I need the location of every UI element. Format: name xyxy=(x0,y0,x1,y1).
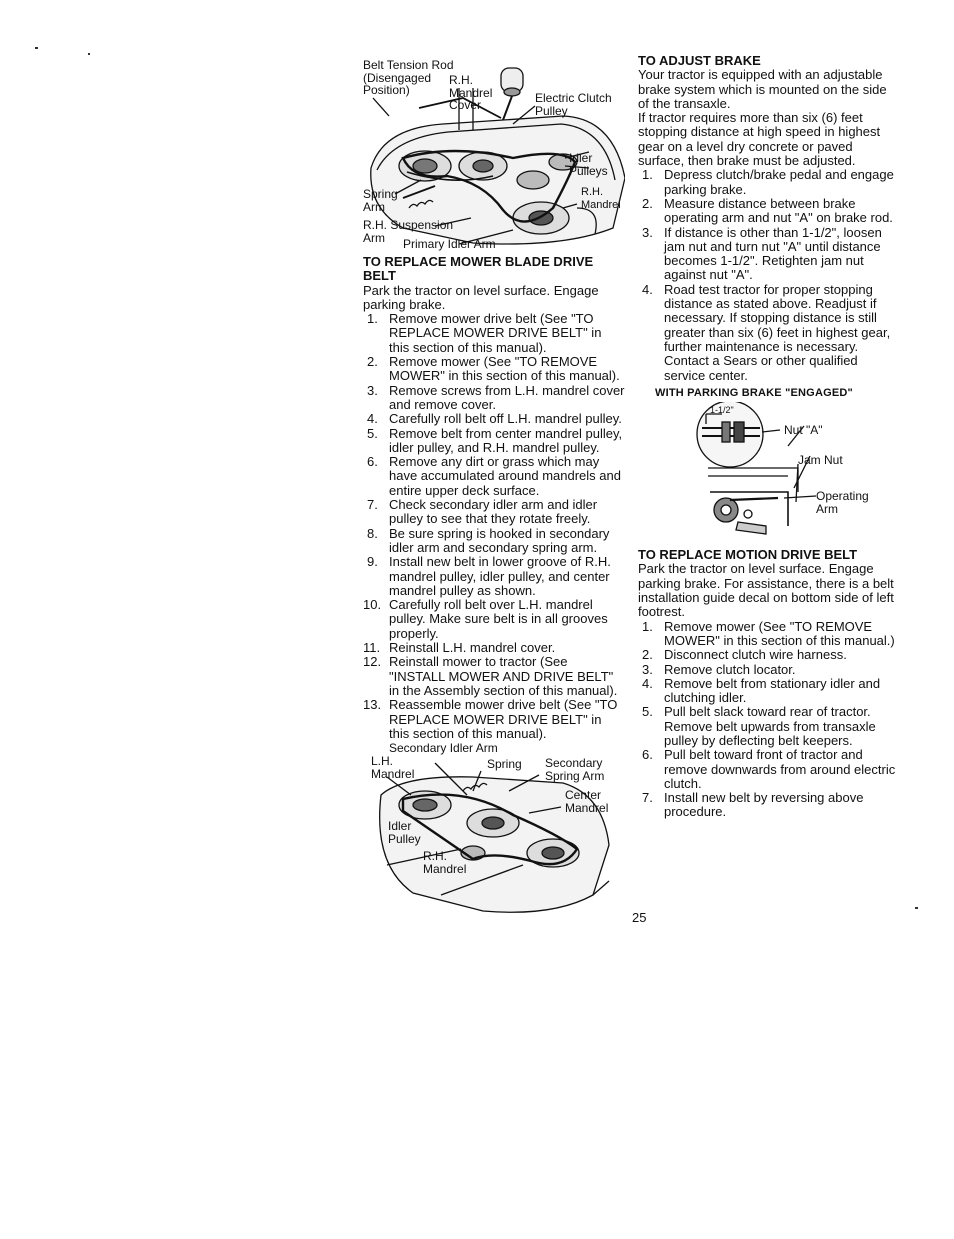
label-idler-pulley: Idler Pulley xyxy=(388,819,421,846)
intro-motion-belt: Park the tractor on level surface. Engage parking brake. For assistance, there is a belt installation guide decal on bottom side of left footrest. xyxy=(638,561,894,620)
list-item: 1. Remove mower drive belt (See "TO REPLACE MOWER DRIVE BELT" in this section of this manual). xyxy=(367,311,602,355)
label-belt-tension-rod: Belt Tension Rod (Disengaged Position) xyxy=(363,58,454,97)
label-spring: Spring xyxy=(487,757,522,772)
page-number: 25 xyxy=(632,910,647,925)
list-item: 7. Install new belt by reversing above procedure. xyxy=(642,790,864,820)
label-spring-arm: Spring Arm xyxy=(363,187,398,214)
steps-motion-belt xyxy=(638,620,900,820)
list-item: 8. Be sure spring is hooked in secondary idler arm and secondary spring arm. xyxy=(367,525,610,555)
left-column xyxy=(363,58,625,915)
heading-replace-blade-belt: TO REPLACE MOWER BLADE DRIVE BELT xyxy=(363,254,594,284)
label-lh-mandrel: L.H. Mandrel xyxy=(371,754,415,781)
label-nut-a: Nut "A" xyxy=(784,423,823,438)
list-item: 4. Remove belt from stationary idler and clutching idler. xyxy=(642,675,881,706)
brake-figure-caption: WITH PARKING BRAKE "ENGAGED" xyxy=(655,386,853,399)
steps-blade-belt xyxy=(363,312,625,741)
section-adjust-brake xyxy=(638,54,900,544)
label-jam-nut: Jam Nut xyxy=(798,453,843,468)
list-item: 13. Reassemble mower drive belt (See "TO REPLACE MOWER DRIVE BELT" in this section of this manual). xyxy=(363,697,618,741)
label-idler-pulleys: Idler Pulleys xyxy=(569,151,608,178)
heading-replace-motion-belt: TO REPLACE MOTION DRIVE BELT xyxy=(638,547,858,563)
label-primary-idler-arm: Primary Idler Arm xyxy=(403,237,496,251)
label-rh-mandrel-bottom: R.H. Mandrel xyxy=(423,849,467,876)
scan-speck xyxy=(88,53,90,55)
section-replace-motion-belt xyxy=(638,548,900,820)
scan-speck xyxy=(915,907,918,909)
list-item: 5. Pull belt slack toward rear of tractor. Remove belt upwards from transaxle pulley by deflecting belt keepers. xyxy=(642,704,876,748)
list-item: 5. Remove belt from center mandrel pulley, idler pulley, and R.H. mandrel pulley. xyxy=(367,425,623,455)
brake-illustration xyxy=(638,402,900,544)
list-item: 12. Reinstall mower to tractor (See "INSTALL MOWER AND DRIVE BELT" in the Assembly section of this manual). xyxy=(363,654,618,698)
list-item: 11. Reinstall L.H. mandrel cover. xyxy=(363,640,556,656)
brake-figure xyxy=(638,402,900,544)
list-item: 7. Check secondary idler arm and idler pulley to see that they rotate freely. xyxy=(367,497,598,527)
list-item: 6. Pull belt toward front of tractor and remove downwards from around electric clutch. xyxy=(642,747,896,791)
list-item: 4. Carefully roll belt off L.H. mandrel pulley. xyxy=(367,411,622,427)
intro-brake-2: If tractor requires more than six (6) feet stopping distance at high speed in highest gear on a level dry concrete or paved surface, then brake must be adjusted. xyxy=(638,110,881,169)
list-item: 1. Depress clutch/brake pedal and engage parking brake. xyxy=(642,167,894,197)
scan-speck xyxy=(35,47,38,49)
label-secondary-spring-arm: Secondary Spring Arm xyxy=(545,756,605,783)
section-replace-blade-belt xyxy=(363,255,625,741)
mower-deck-figure-top xyxy=(363,58,625,252)
label-center-mandrel: Center Mandrel xyxy=(565,788,609,815)
list-item: 3. Remove screws from L.H. mandrel cover and remove cover. xyxy=(367,382,625,412)
list-item: 3. Remove clutch locator. xyxy=(642,661,796,677)
heading-adjust-brake: TO ADJUST BRAKE xyxy=(638,53,761,68)
list-item: 10. Carefully roll belt over L.H. mandrel pulley. Make sure belt is in all grooves properly. xyxy=(363,597,608,641)
label-dimension: 1-1/2" xyxy=(710,405,734,416)
list-item: 1. Remove mower (See "TO REMOVE MOWER" in this section of this manual.) xyxy=(642,618,895,648)
list-item: 4. Road test tractor for proper stopping distance as stated above. Readjust if necessary. If stopping distance is still greater than six (6) feet in highest gear, further maintenance is necessary. Contact a Sears or other qualified service center. xyxy=(642,281,891,383)
steps-adjust-brake xyxy=(638,168,900,382)
intro-blade-belt: Park the tractor on level surface. Engage parking brake. xyxy=(363,282,599,312)
label-electric-clutch-pulley: Electric Clutch Pulley xyxy=(535,91,612,118)
label-operating-arm: Operating Arm xyxy=(816,489,869,516)
label-rh-suspension-arm: R.H. Suspension Arm xyxy=(363,218,454,245)
label-rh-mandrel-cover: R.H. Mandrel Cover xyxy=(449,73,493,112)
list-item: 2. Disconnect clutch wire harness. xyxy=(642,647,847,663)
mower-deck-figure-bottom xyxy=(363,741,625,915)
list-item: 9. Install new belt in lower groove of R.H. mandrel pulley, idler pulley, and center mandrel pulley as shown. xyxy=(367,554,611,598)
right-column xyxy=(638,54,900,820)
label-rh-mandrel: R.H. Mandrel xyxy=(581,186,621,211)
label-secondary-idler-arm: Secondary Idler Arm xyxy=(389,741,498,756)
list-item: 2. Remove mower (See "TO REMOVE MOWER" in this section of this manual). xyxy=(367,354,620,384)
list-item: 6. Remove any dirt or grass which may have accumulated around mandrels and entire upper deck surface. xyxy=(367,454,621,498)
list-item: 3. If distance is other than 1-1/2", loosen jam nut and turn nut "A" until distance becomes 1-1/2". Retighten jam nut against nut "A". xyxy=(642,224,882,283)
list-item: 2. Measure distance between brake operating arm and nut "A" on brake rod. xyxy=(642,195,893,226)
intro-brake-1: Your tractor is equipped with an adjustable brake system which is mounted on the side of the transaxle. xyxy=(638,67,887,111)
